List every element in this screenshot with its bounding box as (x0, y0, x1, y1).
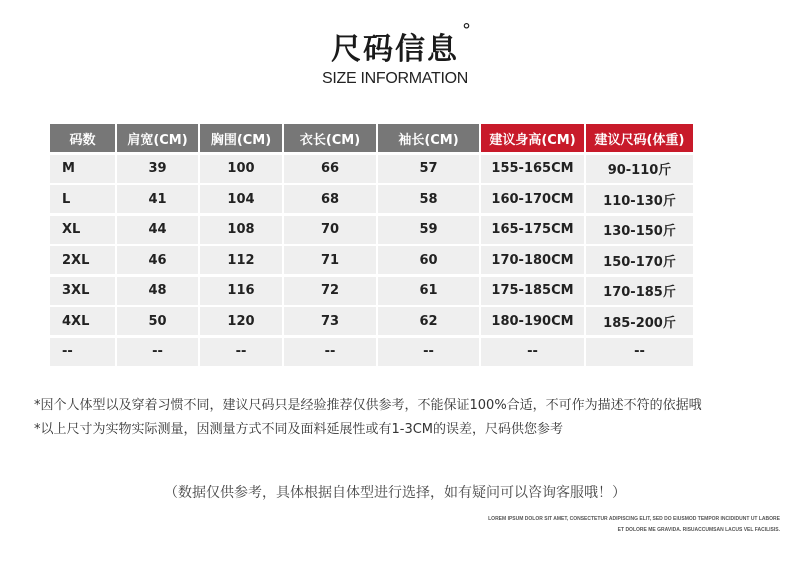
table-cell: 170-180CM (481, 246, 584, 274)
size-label-cell: M (50, 155, 115, 183)
table-cell: 150-170斤 (586, 246, 693, 274)
table-header-cell: 胸围(CM) (200, 124, 282, 152)
table-cell: 130-150斤 (586, 216, 693, 244)
table-cell: 66 (284, 155, 376, 183)
note-measurement: *以上尺寸为实物实际测量，因测量方式不同及面料延展性或有1-3CM的误差，尺码供您参考 (34, 422, 564, 437)
note-fit: *因个人体型以及穿着习惯不同，建议尺码只是经验推荐仅供参考，不能保证100%合适，不可作为描述不符的依据哦 (34, 398, 702, 413)
table-cell: 71 (284, 246, 376, 274)
lorem-line-1: LOREM IPSUM DOLOR SIT AMET, CONSECTETUR ADIPISCING ELIT, SED DO EIUSMOD TEMPOR INCIDIDUNT UT LABORE (488, 516, 780, 522)
table-cell: 170-185斤 (586, 277, 693, 305)
table-header-cell: 袖长(CM) (378, 124, 479, 152)
table-cell: -- (378, 338, 479, 366)
table-cell: 73 (284, 307, 376, 335)
table-cell: 39 (117, 155, 198, 183)
lorem-line-2: ET DOLORE ME GRAVIDA. RISUACCUMSAN LACUS VEL FACILISIS. (617, 527, 780, 533)
table-cell: 61 (378, 277, 479, 305)
table-cell: 120 (200, 307, 282, 335)
table-cell: -- (200, 338, 282, 366)
size-label-cell: 4XL (50, 307, 115, 335)
table-cell: 50 (117, 307, 198, 335)
table-cell: -- (586, 338, 693, 366)
table-cell: 165-175CM (481, 216, 584, 244)
title-degree-mark: ° (462, 20, 471, 41)
table-cell: 44 (117, 216, 198, 244)
table-header-cell: 衣长(CM) (284, 124, 376, 152)
size-label-cell: 3XL (50, 277, 115, 305)
disclaimer-text: （数据仅供参考，具体根据自体型进行选择，如有疑问可以咨询客服哦！） (164, 485, 626, 501)
table-cell: 112 (200, 246, 282, 274)
table-cell: 90-110斤 (586, 155, 693, 183)
table-cell: 110-130斤 (586, 185, 693, 213)
table-cell: 46 (117, 246, 198, 274)
table-cell: 70 (284, 216, 376, 244)
table-cell: 60 (378, 246, 479, 274)
size-label-cell: 2XL (50, 246, 115, 274)
table-cell: 104 (200, 185, 282, 213)
table-header-cell: 建议尺码(体重) (586, 124, 693, 152)
table-cell: -- (284, 338, 376, 366)
size-label-cell: L (50, 185, 115, 213)
table-cell: 100 (200, 155, 282, 183)
table-cell: 62 (378, 307, 479, 335)
table-header-cell: 建议身高(CM) (481, 124, 584, 152)
table-cell: 41 (117, 185, 198, 213)
table-cell: 68 (284, 185, 376, 213)
size-label-cell: -- (50, 338, 115, 366)
size-table (50, 124, 723, 366)
table-cell: 72 (284, 277, 376, 305)
page-subtitle: SIZE INFORMATION (321, 70, 468, 87)
page-title: 尺码信息 (331, 32, 459, 67)
table-cell: 175-185CM (481, 277, 584, 305)
table-cell: 48 (117, 277, 198, 305)
table-cell: 108 (200, 216, 282, 244)
size-label-cell: XL (50, 216, 115, 244)
table-header-cell: 码数 (50, 124, 115, 152)
table-header-cell: 肩宽(CM) (117, 124, 198, 152)
table-cell: 180-190CM (481, 307, 584, 335)
table-cell: 58 (378, 185, 479, 213)
table-cell: 185-200斤 (586, 307, 693, 335)
table-cell: 57 (378, 155, 479, 183)
table-cell: 160-170CM (481, 185, 584, 213)
table-cell: 155-165CM (481, 155, 584, 183)
table-cell: 116 (200, 277, 282, 305)
table-cell: -- (117, 338, 198, 366)
table-cell: -- (481, 338, 584, 366)
table-cell: 59 (378, 216, 479, 244)
